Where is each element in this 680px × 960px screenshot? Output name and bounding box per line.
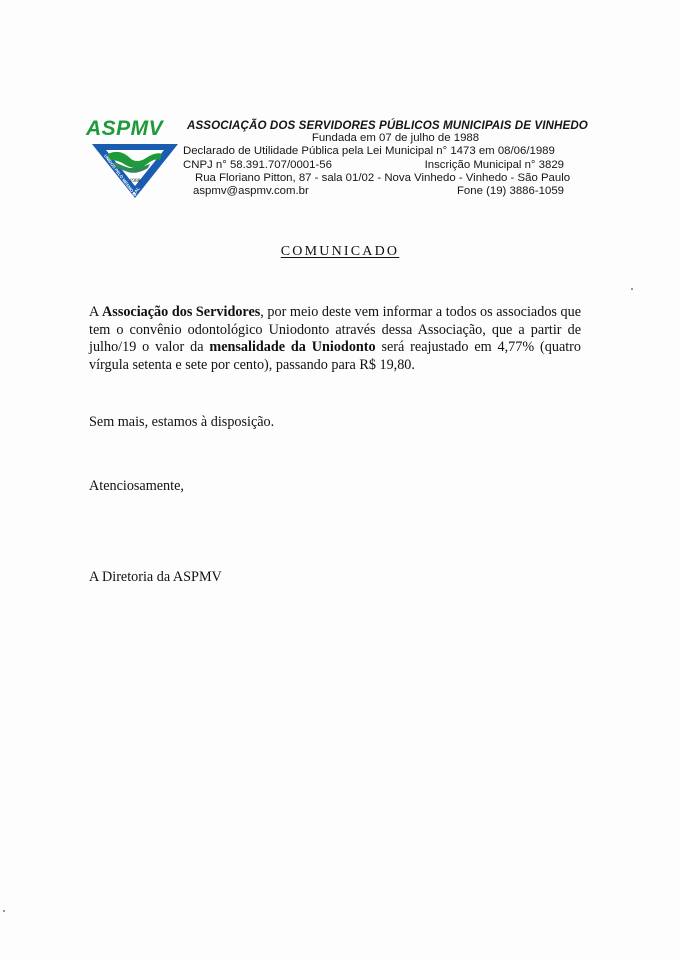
aspmv-logo [86, 118, 182, 202]
closing-availability: Sem mais, estamos à disposição. [89, 414, 275, 430]
logo-wordmark: ASPMV [86, 117, 164, 140]
paragraph-text-1: A [89, 304, 103, 320]
founded-date: Fundada em 07 de julho de 1988 [311, 132, 480, 145]
email-address: aspmv@aspmv.com.br [193, 184, 309, 197]
letterhead-info [183, 119, 588, 198]
phone-number: Fone (19) 3886-1059 [456, 184, 564, 197]
paragraph-text-3: será reajustado em 4,77% (quatro vírgula setenta e sete por cento), passando para R$ 19,80. [89, 339, 582, 373]
paragraph-bold-association: Associação dos Servidores [102, 304, 261, 320]
address: Rua Floriano Pitton, 87 - sala 01/02 - Nova Vinhedo - Vinhedo - São Paulo [195, 171, 571, 184]
paragraph-bold-fee: mensalidade da Uniodonto [209, 339, 376, 355]
closing-regards: Atenciosamente, [89, 478, 184, 494]
cnpj-number: CNPJ n° 58.391.707/0001-56 [183, 158, 332, 171]
public-utility-declaration: Declarado de Utilidade Pública pela Lei Municipal n° 1473 em 08/06/1989 [183, 145, 555, 158]
organization-name: ASSOCIAÇÃO DOS SERVIDORES PÚBLICOS MUNICIPAIS DE VINHEDO [187, 119, 588, 132]
logo-ring-text: UNIDOS PELO MESMO IDEAL [103, 153, 141, 198]
paragraph-text-2: , por meio deste vem informar a todos os associados que tem o convênio odontológico Uniodonto através dessa Associação, que a partir de julho/19 o valor da [89, 304, 581, 355]
logo-year: 1988 [129, 178, 141, 184]
municipal-registration: Inscrição Municipal n° 3829 [424, 158, 564, 171]
signature: A Diretoria da ASPMV [89, 569, 222, 585]
handshake-emblem-icon [90, 138, 180, 200]
announcement-paragraph [89, 304, 581, 374]
document-title: COMUNICADO [280, 244, 400, 259]
scan-speck [3, 910, 5, 912]
scan-speck [631, 288, 633, 290]
